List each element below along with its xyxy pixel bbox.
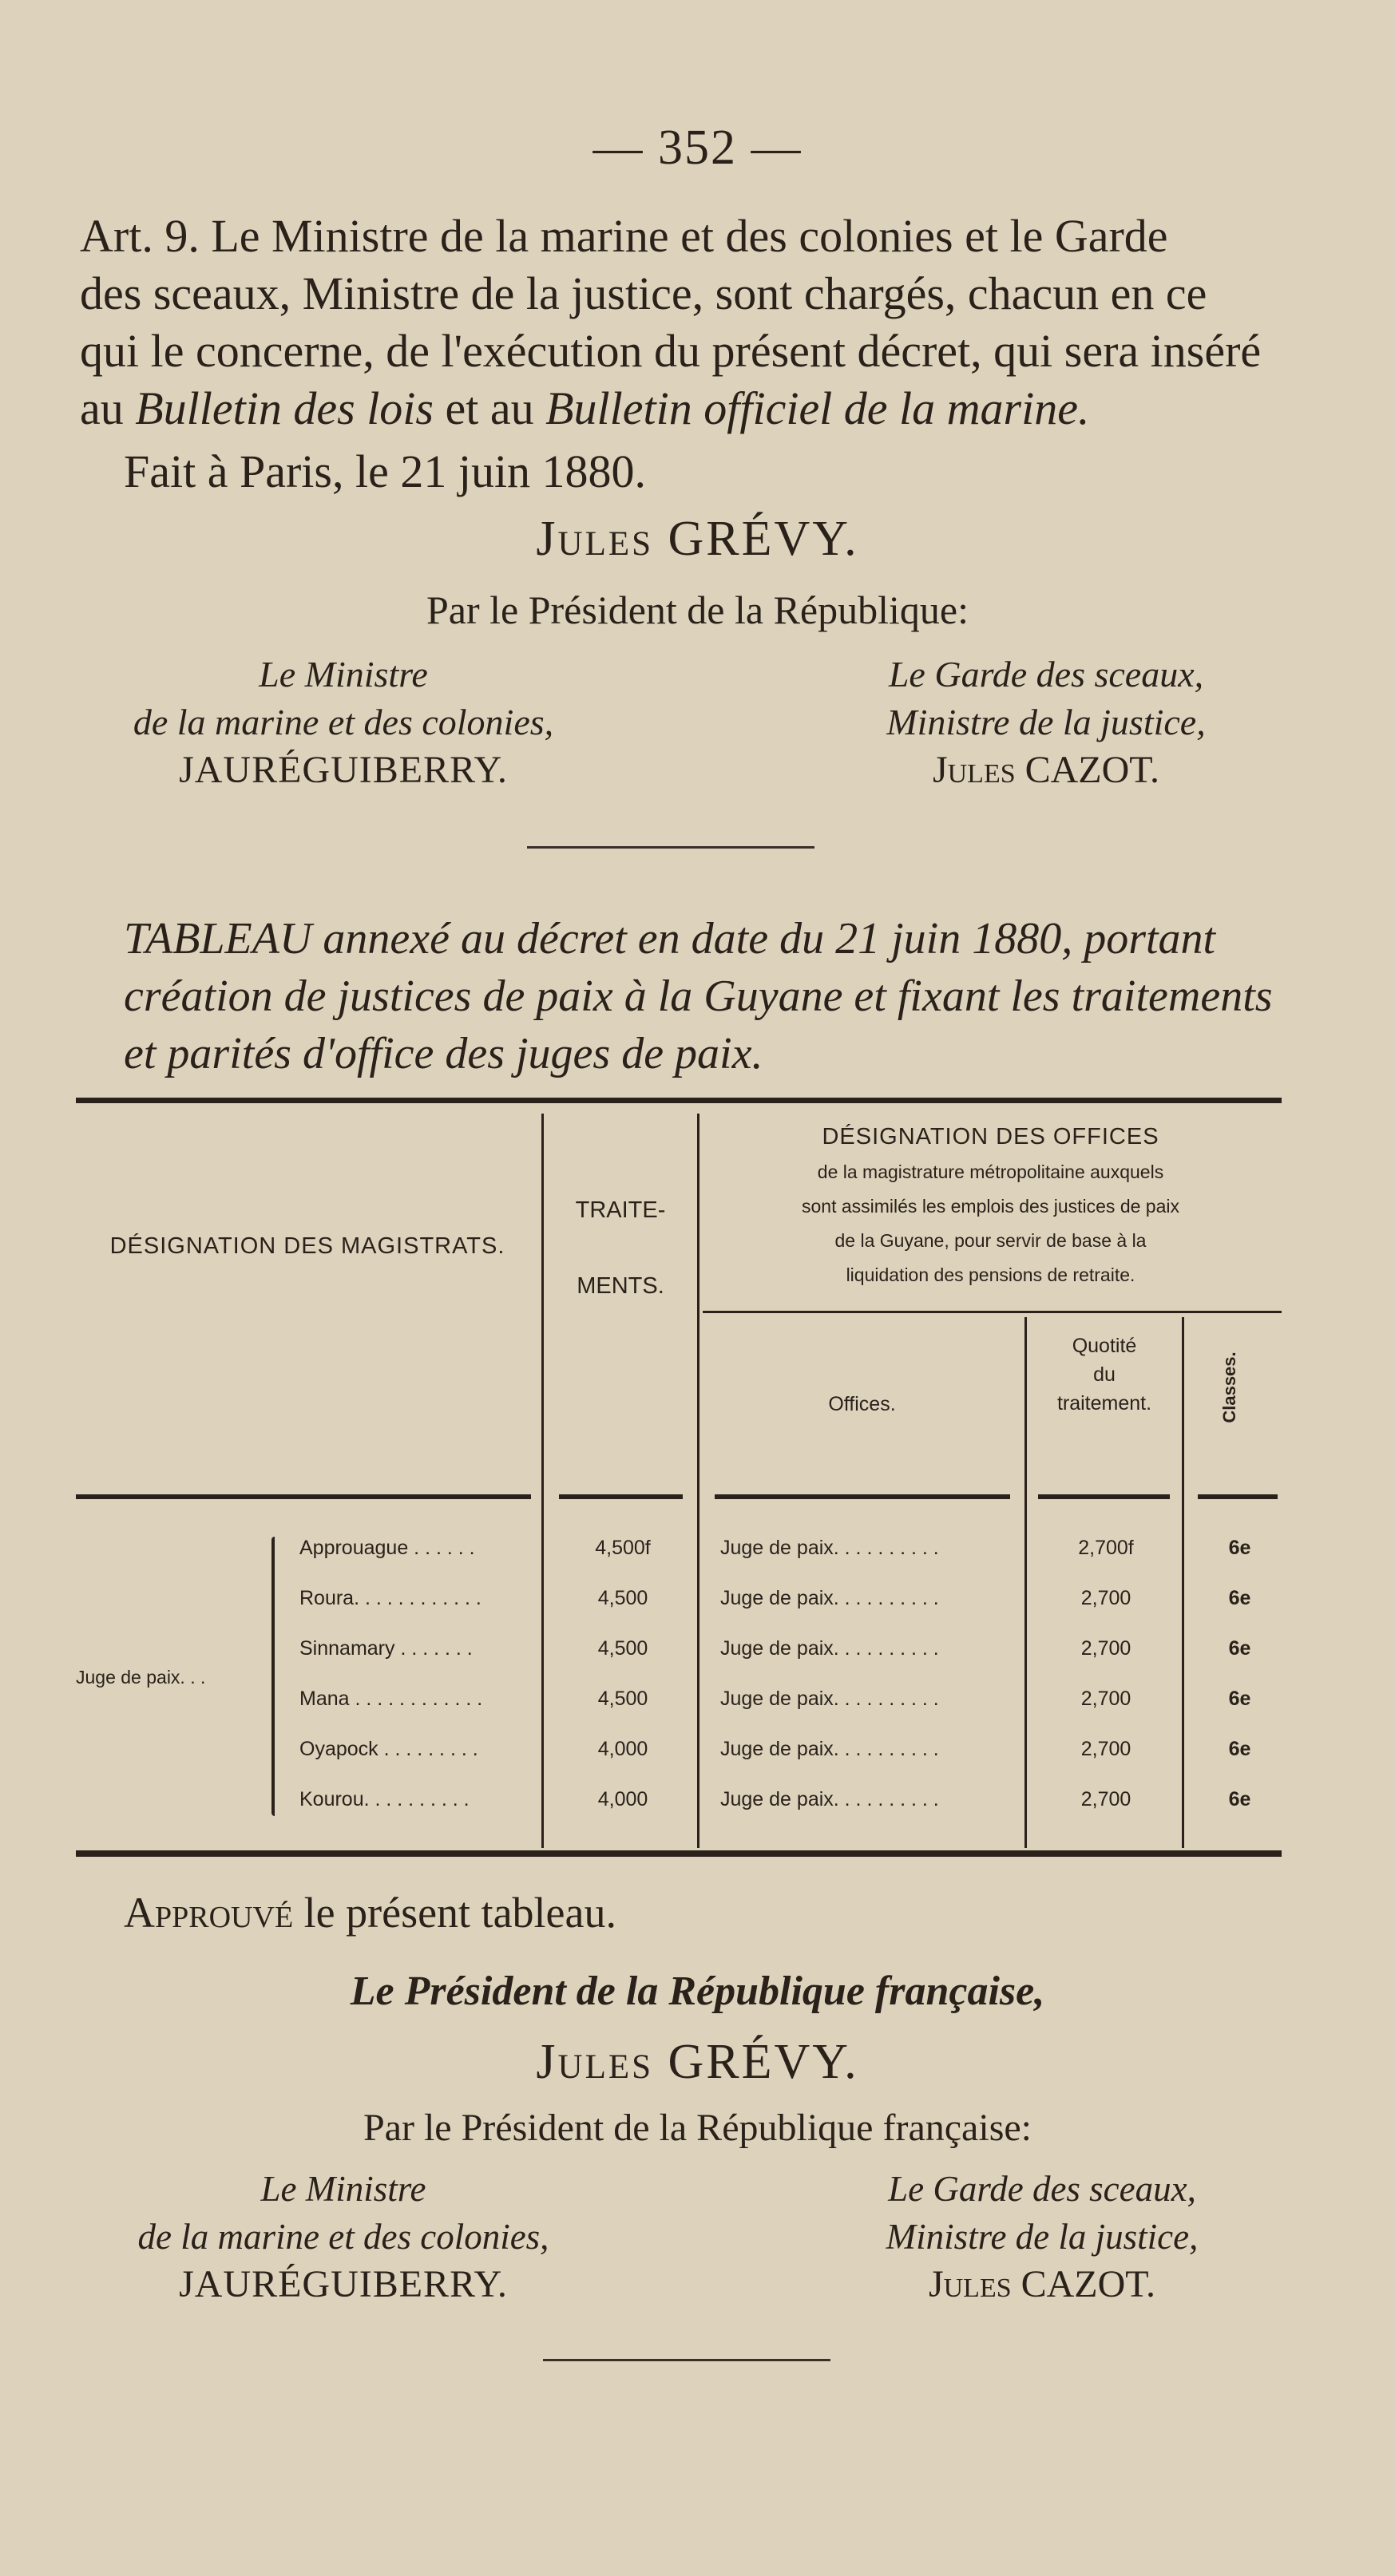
- row-office: Juge de paix. . . . . . . . . .: [720, 1637, 939, 1660]
- header-offices: Offices.: [828, 1393, 896, 1415]
- par-le-president: Par le Président de la République:: [426, 588, 969, 632]
- header-classes: Classes.: [1219, 1351, 1239, 1423]
- row-place: Sinnamary . . . . . . .: [299, 1637, 473, 1660]
- garde-sceaux-signature: Le Garde des sceaux, Ministre de la justice, Jules CAZOT.: [886, 654, 1206, 791]
- date-line: Fait à Paris, le 21 juin 1880.: [124, 445, 647, 497]
- article-paragraph: [80, 208, 1294, 437]
- row-classe: 6e: [1228, 1738, 1251, 1760]
- separator-rule: [527, 846, 814, 849]
- row-quotite: 2,700: [1080, 1788, 1131, 1810]
- header-designation: DÉSIGNATION DES MAGISTRATS.: [109, 1233, 505, 1259]
- row-place: Oyapock . . . . . . . . .: [299, 1738, 478, 1760]
- row-traitement: 4,500: [597, 1688, 648, 1710]
- row-office: Juge de paix. . . . . . . . . .: [720, 1537, 939, 1559]
- header-traitements-2: MENTS.: [577, 1273, 664, 1299]
- row-classe: 6e: [1228, 1637, 1251, 1660]
- bulletin-lois: Bulletin des lois: [135, 382, 434, 434]
- row-place: Roura. . . . . . . . . . . .: [299, 1587, 482, 1609]
- row-quotite: 2,700: [1080, 1587, 1131, 1609]
- row-traitement: 4,500: [597, 1637, 648, 1660]
- article-line-2: des sceaux, Ministre de la justice, sont chargés, chacun en ce: [80, 267, 1207, 319]
- table-bottom-rule: [76, 1850, 1282, 1857]
- row-place: Approuague . . . . . .: [299, 1537, 475, 1559]
- row-classe: 6e: [1228, 1587, 1251, 1609]
- row-classe: 6e: [1228, 1688, 1251, 1710]
- row-quotite: 2,700: [1080, 1637, 1131, 1660]
- header-offices-sub-1: de la magistrature métropolitaine auxquels: [817, 1161, 1164, 1182]
- table-title-line-2: création de justices de paix à la Guyane et fixant les traitements: [124, 971, 1273, 1021]
- approval-president-signature: Jules GRÉVY.: [536, 2035, 859, 2089]
- group-brace: [271, 1537, 275, 1816]
- header-traitements-1: TRAITE-: [575, 1197, 666, 1223]
- table-title-line-3: et parités d'office des juges de paix.: [124, 1029, 763, 1078]
- row-quotite: 2,700f: [1078, 1537, 1134, 1559]
- approval-par-le: Par le Président de la République française:: [363, 2107, 1032, 2149]
- row-quotite: 2,700: [1080, 1688, 1131, 1710]
- article-line-3: qui le concerne, de l'exécution du présent décret, qui sera inséré: [80, 325, 1262, 377]
- row-traitement: 4,500: [597, 1587, 648, 1609]
- row-classe: 6e: [1228, 1788, 1251, 1810]
- approval-line: Approuvé le présent tableau.: [124, 1889, 616, 1937]
- header-offices-sub-2: sont assimilés les emplois des justices de paix: [802, 1196, 1179, 1217]
- page-number: — 352 —: [592, 121, 803, 175]
- header-offices-title: DÉSIGNATION DES OFFICES: [822, 1124, 1159, 1150]
- article-line-4: au Bulletin des lois et au Bulletin officiel de la marine.: [80, 382, 1090, 434]
- row-office: Juge de paix. . . . . . . . . .: [720, 1788, 939, 1810]
- president-signature: Jules GRÉVY.: [536, 512, 859, 566]
- header-offices-sub-4: liquidation des pensions de retraite.: [846, 1264, 1135, 1285]
- row-quotite: 2,700: [1080, 1738, 1131, 1760]
- row-traitement: 4,000: [597, 1788, 648, 1810]
- row-place: Kourou. . . . . . . . . .: [299, 1788, 470, 1810]
- approval-garde-sceaux: Le Garde des sceaux, Ministre de la justice, Jules CAZOT.: [886, 2169, 1199, 2305]
- row-place: Mana . . . . . . . . . . . .: [299, 1688, 483, 1710]
- table-top-rule: [76, 1098, 1282, 1103]
- president-rf-title: Le Président de la République française,: [350, 1969, 1045, 2014]
- bottom-separator-rule: [543, 2359, 830, 2361]
- row-traitement: 4,000: [597, 1738, 648, 1760]
- minister-marine-signature: Le Ministre de la marine et des colonies, JAURÉGUIBERRY.: [133, 654, 554, 791]
- row-office: Juge de paix. . . . . . . . . .: [720, 1688, 939, 1710]
- row-office: Juge de paix. . . . . . . . . .: [720, 1738, 939, 1760]
- group-label-juge-de-paix: Juge de paix. . .: [76, 1667, 206, 1688]
- row-traitement: 4,500f: [595, 1537, 651, 1559]
- header-offices-sub-3: de la Guyane, pour servir de base à la: [834, 1230, 1147, 1251]
- article-line-1: Art. 9. Le Ministre de la marine et des colonies et le Garde: [80, 210, 1168, 262]
- bulletin-marine: Bulletin officiel de la marine.: [545, 382, 1090, 434]
- row-classe: 6e: [1228, 1537, 1251, 1559]
- approuve-word: Approuvé: [124, 1889, 294, 1937]
- header-quotite-3: traitement.: [1056, 1392, 1152, 1415]
- approval-minister-marine: Le Ministre de la marine et des colonies, JAURÉGUIBERRY.: [137, 2169, 549, 2305]
- header-quotite-1: Quotité: [1072, 1335, 1137, 1357]
- row-office: Juge de paix. . . . . . . . . .: [720, 1587, 939, 1609]
- table-title-line-1: TABLEAU annexé au décret en date du 21 juin 1880, portant: [124, 914, 1216, 964]
- header-quotite-2: du: [1093, 1363, 1116, 1386]
